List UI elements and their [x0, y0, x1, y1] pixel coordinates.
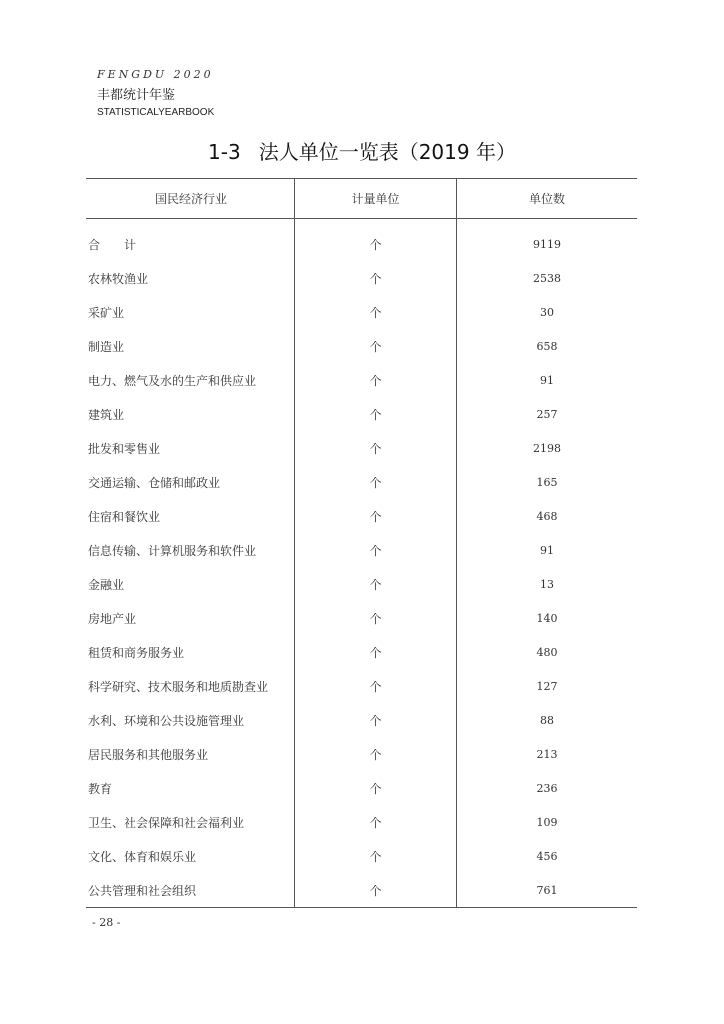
table-row — [86, 567, 637, 601]
industry-cell: 租赁和商务服务业 — [88, 645, 185, 660]
brand-subtitle: STATISTICALYEARBOOK — [97, 107, 215, 118]
count-cell: 257 — [457, 397, 638, 431]
table-row — [86, 465, 637, 499]
header-count: 单位数 — [457, 179, 638, 219]
table-row — [86, 397, 637, 431]
unit-cell: 个 — [295, 499, 457, 533]
count-cell: 468 — [457, 499, 638, 533]
unit-cell: 个 — [295, 601, 457, 635]
header-unit: 计量单位 — [295, 179, 457, 219]
table-header-row — [86, 179, 637, 219]
table-row — [86, 805, 637, 839]
industry-cell: 电力、燃气及水的生产和供应业 — [88, 373, 257, 388]
unit-cell: 个 — [295, 669, 457, 703]
brand-chinese: 丰都统计年鉴 — [97, 88, 176, 103]
header-industry: 国民经济行业 — [86, 179, 295, 219]
table-row — [86, 431, 637, 465]
industry-cell: 交通运输、仓储和邮政业 — [88, 475, 221, 490]
industry-cell: 公共管理和社会组织 — [86, 873, 295, 908]
page-title — [0, 138, 724, 166]
count-cell: 2198 — [457, 431, 638, 465]
unit-cell: 个 — [295, 329, 457, 363]
count-cell: 140 — [457, 601, 638, 635]
unit-cell: 个 — [295, 873, 457, 908]
industry-cell: 制造业 — [88, 339, 125, 354]
table-title: 法人单位一览表（2019 年） — [258, 140, 516, 164]
count-cell: 9119 — [457, 219, 638, 262]
unit-cell: 个 — [295, 703, 457, 737]
unit-cell: 个 — [295, 771, 457, 805]
industry-cell: 信息传输、计算机服务和软件业 — [88, 543, 257, 558]
unit-cell: 个 — [295, 805, 457, 839]
table-row — [86, 635, 637, 669]
table-row — [86, 261, 637, 295]
unit-cell: 个 — [295, 465, 457, 499]
table-row — [86, 295, 637, 329]
industry-cell: 建筑业 — [88, 407, 125, 422]
table-row — [86, 737, 637, 771]
count-cell: 213 — [457, 737, 638, 771]
unit-cell: 个 — [295, 567, 457, 601]
industry-cell: 金融业 — [88, 577, 125, 592]
industry-cell: 农林牧渔业 — [88, 271, 149, 286]
unit-cell: 个 — [295, 219, 457, 262]
table-row — [86, 363, 637, 397]
count-cell: 2538 — [457, 261, 638, 295]
industry-cell: 卫生、社会保障和社会福利业 — [88, 815, 245, 830]
unit-cell: 个 — [295, 397, 457, 431]
table-row — [86, 669, 637, 703]
industry-cell: 教育 — [88, 781, 113, 796]
table-row — [86, 329, 637, 363]
count-cell: 127 — [457, 669, 638, 703]
legal-entity-table — [86, 178, 637, 908]
count-cell: 165 — [457, 465, 638, 499]
table-row — [86, 873, 637, 908]
table-row — [86, 839, 637, 873]
count-cell: 236 — [457, 771, 638, 805]
table-row — [86, 703, 637, 737]
count-cell: 658 — [457, 329, 638, 363]
table-row — [86, 219, 637, 262]
count-cell: 480 — [457, 635, 638, 669]
unit-cell: 个 — [295, 635, 457, 669]
table-body — [86, 219, 637, 908]
brand-english: FENGDU 2020 — [97, 68, 214, 81]
unit-cell: 个 — [295, 533, 457, 567]
industry-cell: 采矿业 — [88, 305, 125, 320]
unit-cell: 个 — [295, 737, 457, 771]
unit-cell: 个 — [295, 363, 457, 397]
table-row — [86, 499, 637, 533]
unit-cell: 个 — [295, 261, 457, 295]
unit-cell: 个 — [295, 431, 457, 465]
count-cell: 761 — [457, 873, 638, 908]
count-cell: 91 — [457, 363, 638, 397]
page-number: - 28 - — [92, 916, 121, 929]
count-cell: 30 — [457, 295, 638, 329]
unit-cell: 个 — [295, 295, 457, 329]
count-cell: 91 — [457, 533, 638, 567]
count-cell: 13 — [457, 567, 638, 601]
industry-cell: 科学研究、技术服务和地质勘查业 — [88, 679, 269, 694]
industry-cell: 水利、环境和公共设施管理业 — [88, 713, 245, 728]
industry-cell: 房地产业 — [88, 611, 137, 626]
industry-cell: 住宿和餐饮业 — [88, 509, 161, 524]
industry-cell: 文化、体育和娱乐业 — [88, 849, 197, 864]
table-row — [86, 601, 637, 635]
count-cell: 88 — [457, 703, 638, 737]
table-row — [86, 771, 637, 805]
page-header — [97, 68, 214, 120]
unit-cell: 个 — [295, 839, 457, 873]
industry-cell: 居民服务和其他服务业 — [88, 747, 209, 762]
table-row — [86, 533, 637, 567]
count-cell: 456 — [457, 839, 638, 873]
industry-cell: 批发和零售业 — [88, 441, 161, 456]
count-cell: 109 — [457, 805, 638, 839]
table-number: 1-3 — [208, 140, 241, 164]
industry-cell: 合 计 — [88, 237, 137, 252]
